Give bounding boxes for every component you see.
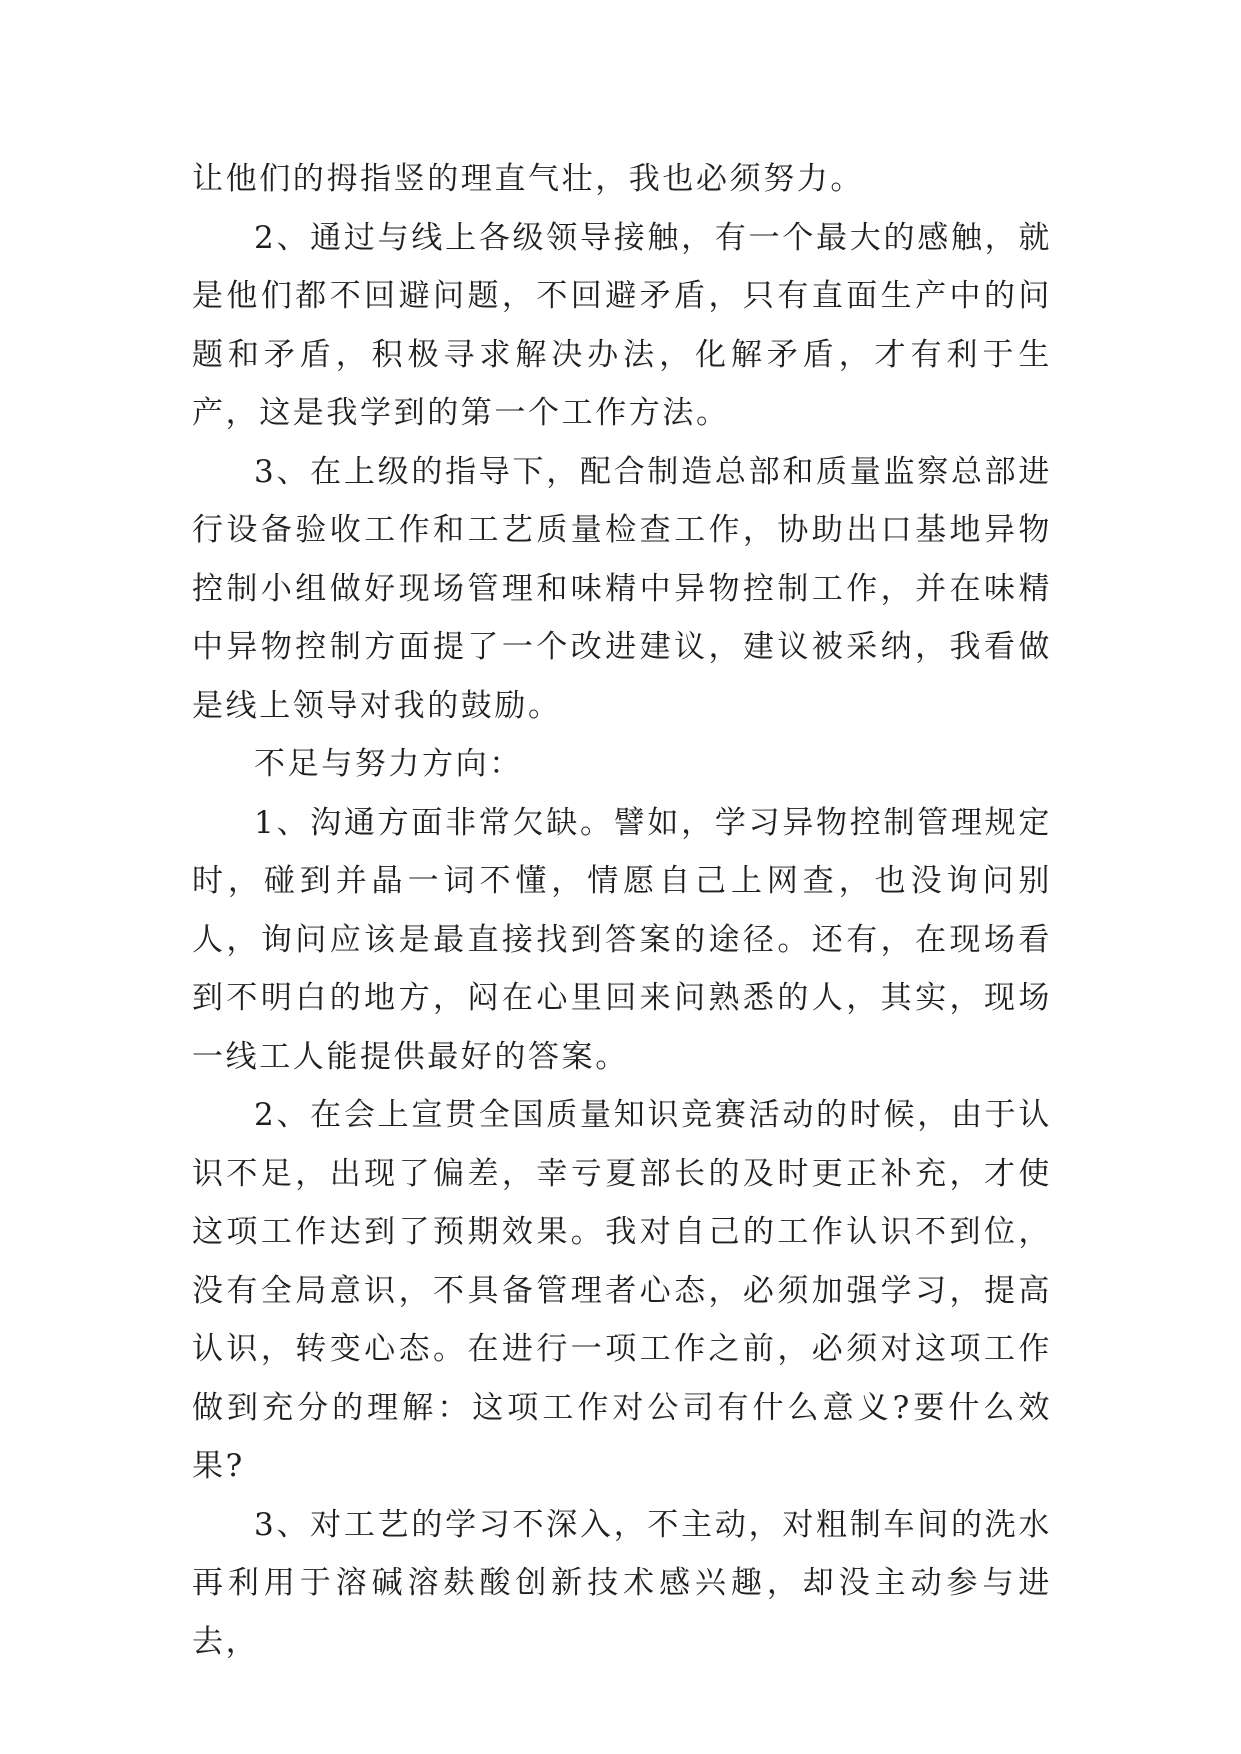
paragraph-continuation: 让他们的拇指竖的理直气壮，我也必须努力。 bbox=[192, 161, 864, 197]
section-heading-shortcomings: 不足与努力方向： bbox=[254, 746, 523, 782]
paragraph-shortcoming-3: 3、对工艺的学习不深入，不主动，对粗制车间的洗水再利用于溶碱溶麸酸创新技术感兴趣，却没主动参与进去， bbox=[192, 1506, 1052, 1660]
paragraph-item-3: 3、在上级的指导下，配合制造总部和质量监察总部进行设备验收工作和工艺质量检查工作，协助出口基地异物控制小组做好现场管理和味精中异物控制工作，并在味精中异物控制方面提了一个改进建议，建议被采纳，我看做是线上领导对我的鼓励。 bbox=[192, 453, 1052, 724]
document-page bbox=[192, 150, 1052, 1671]
paragraph-item-2: 2、通过与线上各级领导接触，有一个最大的感触，就是他们都不回避问题，不回避矛盾，只有直面生产中的问题和矛盾，积极寻求解决办法，化解矛盾，才有利于生产，这是我学到的第一个工作方法。 bbox=[192, 219, 1052, 431]
paragraph-shortcoming-1: 1、沟通方面非常欠缺。譬如，学习异物控制管理规定时，碰到并晶一词不懂，情愿自己上网查，也没询问别人，询问应该是最直接找到答案的途径。还有，在现场看到不明白的地方，闷在心里回来问熟悉的人，其实，现场一线工人能提供最好的答案。 bbox=[192, 804, 1052, 1075]
paragraph-shortcoming-2: 2、在会上宣贯全国质量知识竞赛活动的时候，由于认识不足，出现了偏差，幸亏夏部长的及时更正补充，才使这项工作达到了预期效果。我对自己的工作认识不到位，没有全局意识，不具备管理者心态，必须加强学习，提高认识，转变心态。在进行一项工作之前，必须对这项工作做到充分的理解：这项工作对公司有什么意义?要什么效果? bbox=[192, 1097, 1052, 1484]
